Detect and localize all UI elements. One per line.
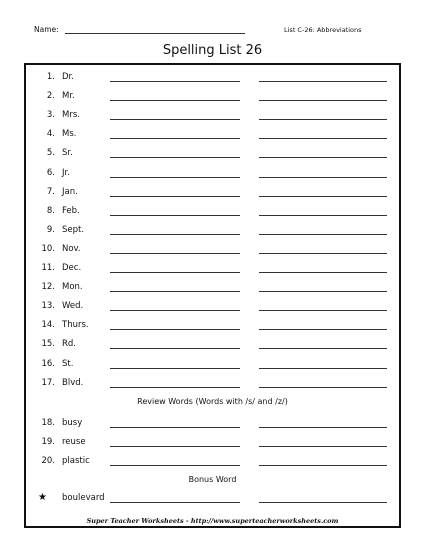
spelling-word: plastic <box>62 456 90 467</box>
word-number: 7. <box>46 186 55 197</box>
write-line-first[interactable] <box>110 427 240 428</box>
write-line-second[interactable] <box>259 81 387 82</box>
footer: Super Teacher Worksheets - http://www.superteacherworksheets.com <box>86 517 339 525</box>
word-row <box>35 339 395 355</box>
spelling-word: Dr. <box>62 72 74 82</box>
spelling-word: Jr. <box>62 167 70 178</box>
write-line-second[interactable] <box>259 465 387 466</box>
bonus-heading: Bonus Word <box>188 475 237 484</box>
spelling-word: Mr. <box>62 91 75 102</box>
write-line-first[interactable] <box>110 196 240 197</box>
spelling-word: Jan. <box>62 186 78 197</box>
word-row <box>35 110 395 126</box>
word-row <box>35 244 395 260</box>
write-line-second[interactable] <box>259 291 387 292</box>
word-number: 8. <box>46 205 55 216</box>
write-line-second[interactable] <box>259 157 387 158</box>
spelling-word: busy <box>62 418 83 428</box>
write-line-first[interactable] <box>110 348 240 349</box>
write-line-first[interactable] <box>110 253 240 254</box>
word-row <box>35 187 395 203</box>
write-line-first[interactable] <box>110 368 240 369</box>
write-line-first[interactable] <box>110 291 240 292</box>
word-row <box>35 359 395 375</box>
write-line-second[interactable] <box>259 253 387 254</box>
write-line-second[interactable] <box>259 387 387 388</box>
worksheet-frame <box>24 63 401 528</box>
write-line-first[interactable] <box>110 138 240 139</box>
word-number: 12. <box>41 282 55 293</box>
write-line-second[interactable] <box>259 310 387 311</box>
name-write-line[interactable] <box>65 33 245 34</box>
write-line-first[interactable] <box>110 119 240 120</box>
write-line-first[interactable] <box>110 215 240 216</box>
write-line-second[interactable] <box>259 100 387 101</box>
write-line-first[interactable] <box>110 329 240 330</box>
write-line-first[interactable] <box>110 310 240 311</box>
word-number: 2. <box>46 91 55 102</box>
word-row <box>35 456 395 472</box>
word-row <box>35 225 395 241</box>
spelling-word: boulevard <box>62 493 105 503</box>
word-number: 15. <box>41 339 55 350</box>
write-line-first[interactable] <box>110 387 240 388</box>
word-number: 9. <box>46 224 55 235</box>
word-row <box>35 168 395 184</box>
word-row <box>35 320 395 336</box>
write-line-second[interactable] <box>259 502 387 503</box>
word-row <box>35 148 395 164</box>
word-number: 10. <box>41 243 55 254</box>
word-number: 5. <box>46 148 55 159</box>
word-number: 4. <box>46 129 55 140</box>
spelling-word: Wed. <box>62 301 84 312</box>
word-number: 19. <box>41 437 55 448</box>
spelling-word: St. <box>62 358 74 369</box>
word-number: 14. <box>41 320 55 331</box>
write-line-second[interactable] <box>259 215 387 216</box>
word-number: 11. <box>41 263 55 273</box>
spelling-word: Sept. <box>62 224 85 235</box>
spelling-word: Sr. <box>62 148 73 159</box>
spelling-word: Thurs. <box>62 320 89 331</box>
word-number: 18. <box>41 418 55 428</box>
word-number: 1. <box>46 72 55 82</box>
word-row <box>35 72 395 88</box>
write-line-second[interactable] <box>259 234 387 235</box>
word-number: 13. <box>41 301 55 312</box>
spelling-word: Dec. <box>62 263 82 273</box>
word-number: 16. <box>41 358 55 369</box>
star-icon: ★ <box>38 492 47 503</box>
write-line-second[interactable] <box>259 446 387 447</box>
name-label: Name: <box>34 25 59 34</box>
word-row <box>35 263 395 279</box>
write-line-second[interactable] <box>259 138 387 139</box>
word-number: 6. <box>46 167 55 178</box>
word-row <box>35 129 395 145</box>
word-number: 17. <box>41 377 55 388</box>
write-line-first[interactable] <box>110 272 240 273</box>
word-row <box>35 378 395 394</box>
write-line-first[interactable] <box>110 100 240 101</box>
write-line-second[interactable] <box>259 196 387 197</box>
write-line-first[interactable] <box>110 446 240 447</box>
spelling-word: Mon. <box>62 282 83 293</box>
spelling-word: Nov. <box>62 243 81 254</box>
spelling-word: Feb. <box>62 205 80 216</box>
write-line-second[interactable] <box>259 272 387 273</box>
write-line-second[interactable] <box>259 368 387 369</box>
word-number: 20. <box>41 456 55 467</box>
write-line-second[interactable] <box>259 348 387 349</box>
bonus-word-row <box>35 493 395 509</box>
review-heading: Review Words (Words with /s/ and /z/) <box>137 397 288 406</box>
word-row <box>35 91 395 107</box>
spelling-word: Ms. <box>62 129 77 140</box>
word-row <box>35 282 395 298</box>
write-line-second[interactable] <box>259 329 387 330</box>
write-line-first[interactable] <box>110 502 240 503</box>
word-row <box>35 437 395 453</box>
write-line-first[interactable] <box>110 234 240 235</box>
word-row <box>35 418 395 434</box>
write-line-second[interactable] <box>259 427 387 428</box>
write-line-second[interactable] <box>259 119 387 120</box>
word-row <box>35 206 395 222</box>
word-number: 3. <box>46 110 55 121</box>
spelling-word: Blvd. <box>62 377 84 388</box>
list-id: List C-26: Abbreviations <box>284 26 362 34</box>
write-line-first[interactable] <box>110 465 240 466</box>
spelling-word: Mrs. <box>62 110 80 121</box>
write-line-second[interactable] <box>259 177 387 178</box>
word-row <box>35 301 395 317</box>
spelling-word: reuse <box>62 437 86 448</box>
header <box>34 25 394 39</box>
page-title: Spelling List 26 <box>162 43 263 58</box>
write-line-first[interactable] <box>110 81 240 82</box>
write-line-first[interactable] <box>110 177 240 178</box>
spelling-word: Rd. <box>62 339 77 350</box>
write-line-first[interactable] <box>110 157 240 158</box>
